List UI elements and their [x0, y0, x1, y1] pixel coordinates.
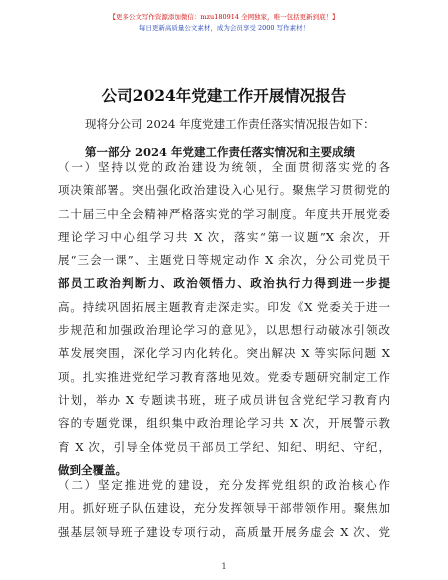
promo-banner-line-1: 【更多公文写作资源添加微信：mzu180914 全网独家，唯一包括更新到底！】: [109, 13, 339, 21]
paragraph-2-line: 强基层领导班子建设专项行动，高质量开展务虚会 X 次、党: [58, 524, 390, 539]
paragraph-1-line: 二十届三中全会精神严格落实党的学习制度。年度共开展党委: [58, 206, 390, 221]
paragraph-1-line: 容的专题党课，组织集中政治理论学习共 X 次，开展警示教: [58, 416, 390, 431]
paragraph-1-line: 项决策部署。突出强化政治建设入心见行。聚焦学习贯彻党的: [58, 183, 390, 198]
page-number: 1: [221, 562, 227, 571]
intro-paragraph: 现将分公司 2024 年度党建工作责任落实情况报告如下：: [85, 117, 375, 131]
paragraph-1-line: 育 X 次，引导全体党员干部员工学纪、知纪、明纪、守纪，: [58, 439, 390, 454]
paragraph-1: [58, 156, 390, 482]
paragraph-2-line: （二）坚定推进党的建设，充分发挥党组织的政治核心作: [58, 478, 390, 492]
promo-banner: [0, 12, 448, 34]
paragraph-1-line: 展“三会一课”、主题党日等规定动作 X 余次，分公司党员干: [58, 253, 390, 268]
paragraph-1-line: 部员工政治判断力、政治领悟力、政治执行力得到进一步提: [58, 276, 390, 291]
paragraph-1-line: 革发展突围，深化学习内化转化。突出解决 X 等实际问题 X: [58, 346, 390, 361]
paragraph-1-line: 理论学习中心组学习共 X 次，落实“第一议题”X 余次，开: [58, 229, 390, 244]
paragraph-2: [58, 474, 390, 544]
paragraph-1-line: 高。持续巩固拓展主题教育走深走实。印发《X 党委关于进一: [58, 299, 390, 314]
paragraph-1-line: 做到全覆盖。: [58, 462, 127, 477]
paragraph-1-line: 项。扎实推进党纪学习教育落地见效。党委专题研究制定工作: [58, 369, 390, 384]
paragraph-1-line: 计划，举办 X 专题读书班，班子成员讲包含党纪学习教育内: [58, 392, 390, 407]
paragraph-2-line: 用。抓好班子队伍建设，充分发挥领导干部带领作用。聚焦加: [58, 501, 390, 516]
section-heading: 第一部分 2024 年党建工作责任落实情况和主要成绩: [85, 145, 356, 159]
paragraph-1-line: 步规范和加强政治理论学习的意见》，以思想行动破冰引领改: [58, 323, 390, 338]
document-title: 公司2024年党建工作开展情况报告: [101, 86, 347, 105]
promo-banner-line-2: 每日更新高质量公文素材，成为会员享受 2000 写作素材！: [138, 24, 310, 32]
paragraph-1-line: （一）坚持以党的政治建设为统领，全面贯彻落实党的各: [58, 160, 390, 174]
